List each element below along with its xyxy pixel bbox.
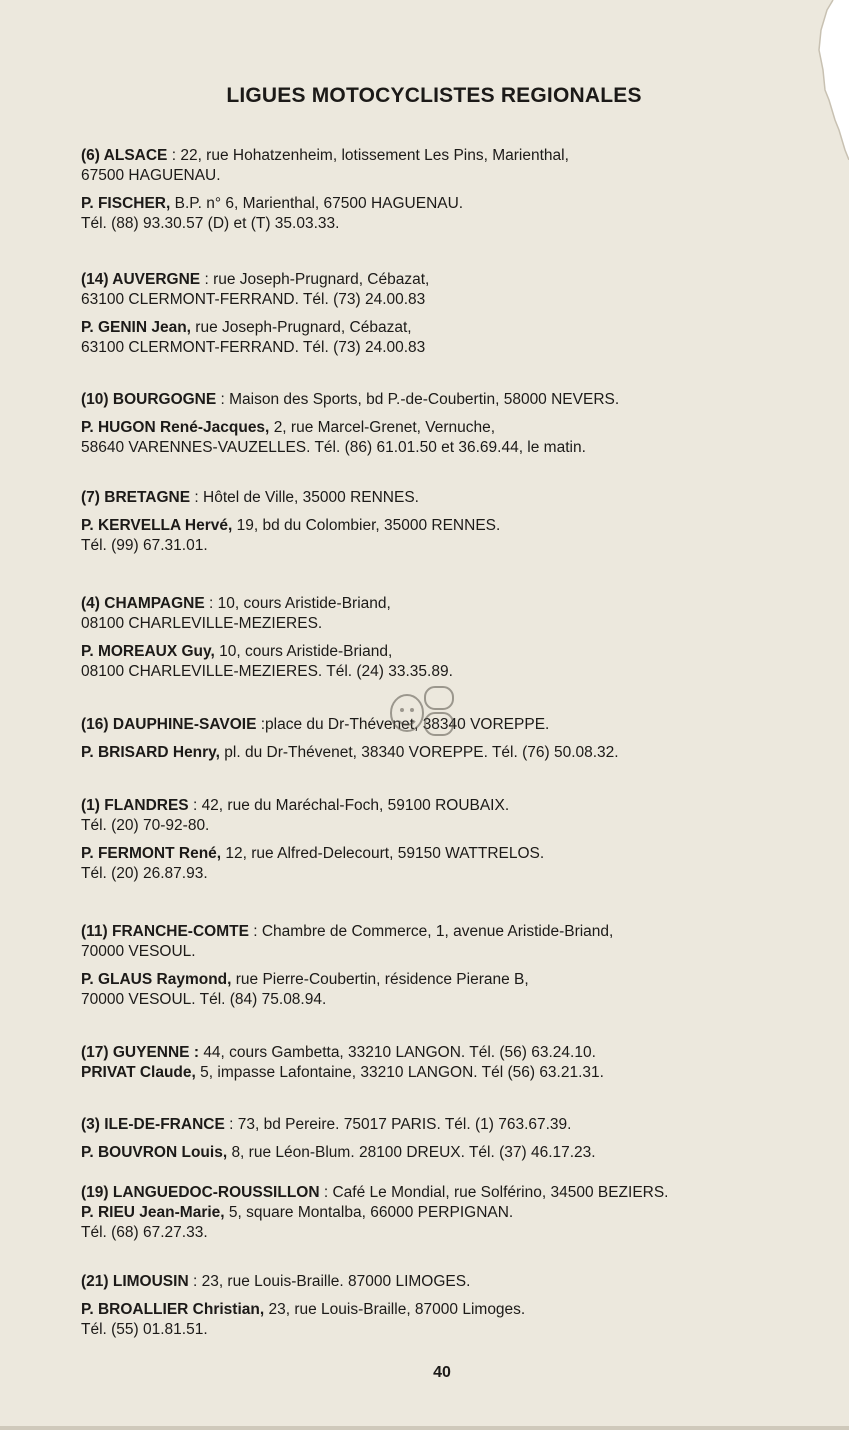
league-text: : rue Joseph-Prugnard, Cébazat,: [204, 271, 430, 288]
president-text: Tél. (88) 93.30.57 (D) et (T) 35.03.33.: [81, 215, 340, 232]
league-line: [81, 1115, 821, 1135]
league-address: [81, 488, 821, 508]
league-line: [81, 270, 821, 290]
president-line: [81, 1063, 821, 1083]
league-text: 44, cours Gambetta, 33210 LANGON. Tél. (56) 63.24.10.: [203, 1044, 596, 1061]
president-line: [81, 844, 821, 864]
president-text: Tél. (20) 26.87.93.: [81, 865, 208, 882]
president-text: 8, rue Léon-Blum. 28100 DREUX. Tél. (37) 46.17.23.: [231, 1144, 596, 1161]
president-text: 58640 VARENNES-VAUZELLES. Tél. (86) 61.01.50 et 36.69.44, le matin.: [81, 439, 586, 456]
president-line: [81, 662, 821, 682]
president-address: [81, 642, 821, 682]
president-text: pl. du Dr-Thévenet, 38340 VOREPPE. Tél. (76) 50.08.32.: [224, 744, 619, 761]
league-line: [81, 146, 821, 166]
league-line: [81, 816, 821, 836]
president-line: [81, 418, 821, 438]
torn-corner-icon: [789, 0, 849, 160]
league-line: [81, 594, 821, 614]
league-text: 08100 CHARLEVILLE-MEZIERES.: [81, 615, 323, 632]
president-text: Tél. (99) 67.31.01.: [81, 537, 208, 554]
president-heading: P. GENIN Jean,: [81, 319, 191, 336]
league-text: : 23, rue Louis-Braille. 87000 LIMOGES.: [192, 1273, 471, 1290]
league-text: 63100 CLERMONT-FERRAND. Tél. (73) 24.00.83: [81, 291, 426, 308]
president-heading: P. BOUVRON Louis,: [81, 1144, 228, 1161]
league-heading: (19) LANGUEDOC-ROUSSILLON: [81, 1184, 320, 1201]
league-heading: (1) FLANDRES: [81, 797, 189, 814]
president-address: [81, 970, 821, 1010]
league-heading: (14) AUVERGNE: [81, 271, 201, 288]
league-address: [81, 146, 821, 186]
president-line: [81, 516, 821, 536]
league-address: [81, 796, 821, 836]
president-line: [81, 970, 821, 990]
league-address: [81, 1183, 821, 1203]
league-line: [81, 1043, 821, 1063]
president-line: [81, 536, 821, 556]
league-text: Tél. (20) 70-92-80.: [81, 817, 210, 834]
league-line: [81, 614, 821, 634]
president-address: [81, 1300, 821, 1340]
president-heading: P. BRISARD Henry,: [81, 744, 220, 761]
president-text: B.P. n° 6, Marienthal, 67500 HAGUENAU.: [174, 195, 464, 212]
league-text: : 10, cours Aristide-Briand,: [209, 595, 391, 612]
president-text: Tél. (55) 01.81.51.: [81, 1321, 208, 1338]
league-heading: (3) ILE-DE-FRANCE: [81, 1116, 225, 1133]
president-address: [81, 1063, 821, 1083]
league-entry-alsace: [81, 146, 821, 234]
league-address: [81, 594, 821, 634]
league-entry-guyenne: [81, 1043, 821, 1083]
president-text: 23, rue Louis-Braille, 87000 Limoges.: [268, 1301, 526, 1318]
league-text: : Chambre de Commerce, 1, avenue Aristide-Briand,: [253, 923, 614, 940]
league-address: [81, 1115, 821, 1135]
league-entry-auvergne: [81, 270, 821, 358]
president-line: [81, 1203, 821, 1223]
president-address: [81, 844, 821, 884]
league-line: [81, 1183, 821, 1203]
president-line: [81, 338, 821, 358]
president-text: 2, rue Marcel-Grenet, Vernuche,: [273, 419, 496, 436]
league-line: [81, 390, 821, 410]
president-line: [81, 1300, 821, 1320]
president-heading: P. HUGON René-Jacques,: [81, 419, 270, 436]
president-heading: PRIVAT Claude,: [81, 1064, 196, 1081]
president-text: 63100 CLERMONT-FERRAND. Tél. (73) 24.00.83: [81, 339, 426, 356]
president-text: 5, square Montalba, 66000 PERPIGNAN.: [228, 1204, 514, 1221]
president-heading: P. KERVELLA Hervé,: [81, 517, 233, 534]
president-text: Tél. (68) 67.27.33.: [81, 1224, 208, 1241]
league-text: : 22, rue Hohatzenheim, lotissement Les Pins, Marienthal,: [171, 147, 569, 164]
president-address: [81, 318, 821, 358]
page-number: 40: [433, 1364, 451, 1381]
league-entry-champagne: [81, 594, 821, 682]
president-heading: P. GLAUS Raymond,: [81, 971, 232, 988]
league-entry-franche-comte: [81, 922, 821, 1010]
league-heading: (17) GUYENNE :: [81, 1044, 199, 1061]
league-heading: (21) LIMOUSIN: [81, 1273, 189, 1290]
league-text: 67500 HAGUENAU.: [81, 167, 221, 184]
president-heading: P. MOREAUX Guy,: [81, 643, 215, 660]
league-line: [81, 1272, 821, 1292]
league-line: [81, 166, 821, 186]
president-line: [81, 214, 821, 234]
president-line: [81, 1320, 821, 1340]
president-address: [81, 418, 821, 458]
president-text: rue Pierre-Coubertin, résidence Pierane B,: [235, 971, 529, 988]
league-text: : 73, bd Pereire. 75017 PARIS. Tél. (1) 763.67.39.: [229, 1116, 572, 1133]
league-entry-ile-de-france: [81, 1115, 821, 1163]
league-entry-bourgogne: [81, 390, 821, 458]
president-text: 5, impasse Lafontaine, 33210 LANGON. Tél (56) 63.21.31.: [200, 1064, 604, 1081]
league-entry-limousin: [81, 1272, 821, 1340]
league-text: : Hôtel de Ville, 35000 RENNES.: [194, 489, 419, 506]
president-address: [81, 516, 821, 556]
league-heading: (6) ALSACE: [81, 147, 168, 164]
scan-edge: [0, 1426, 849, 1430]
league-entry-flandres: [81, 796, 821, 884]
league-address: [81, 270, 821, 310]
president-heading: P. FERMONT René,: [81, 845, 222, 862]
league-address: [81, 922, 821, 962]
president-text: 10, cours Aristide-Briand,: [219, 643, 393, 660]
president-heading: P. BROALLIER Christian,: [81, 1301, 265, 1318]
president-address: [81, 1203, 821, 1243]
stamp-logo-icon: [385, 683, 457, 747]
league-text: :place du Dr-Thévenet, 38340 VOREPPE.: [260, 716, 550, 733]
league-heading: (16) DAUPHINE-SAVOIE: [81, 716, 257, 733]
league-text: 70000 VESOUL.: [81, 943, 196, 960]
league-heading: (11) FRANCHE-COMTE: [81, 923, 249, 940]
president-line: [81, 990, 821, 1010]
league-line: [81, 922, 821, 942]
president-address: [81, 194, 821, 234]
league-line: [81, 290, 821, 310]
president-line: [81, 864, 821, 884]
league-address: [81, 1043, 821, 1063]
league-line: [81, 942, 821, 962]
president-line: [81, 318, 821, 338]
president-text: rue Joseph-Prugnard, Cébazat,: [195, 319, 412, 336]
league-text: : Café Le Mondial, rue Solférino, 34500 BEZIERS.: [323, 1184, 669, 1201]
president-line: [81, 194, 821, 214]
league-text: : Maison des Sports, bd P.-de-Coubertin, 58000 NEVERS.: [220, 391, 620, 408]
league-address: [81, 1272, 821, 1292]
president-text: 12, rue Alfred-Delecourt, 59150 WATTRELOS.: [225, 845, 545, 862]
league-heading: (10) BOURGOGNE: [81, 391, 217, 408]
league-address: [81, 390, 821, 410]
president-heading: P. RIEU Jean-Marie,: [81, 1204, 225, 1221]
league-entry-bretagne: [81, 488, 821, 556]
president-line: [81, 1143, 821, 1163]
president-heading: P. FISCHER,: [81, 195, 171, 212]
league-line: [81, 796, 821, 816]
president-address: [81, 1143, 821, 1163]
league-text: : 42, rue du Maréchal-Foch, 59100 ROUBAIX.: [192, 797, 510, 814]
league-heading: (4) CHAMPAGNE: [81, 595, 205, 612]
president-line: [81, 1223, 821, 1243]
president-text: 19, bd du Colombier, 35000 RENNES.: [236, 517, 501, 534]
president-line: [81, 438, 821, 458]
president-line: [81, 642, 821, 662]
league-entry-languedoc-roussillon: [81, 1183, 821, 1243]
league-heading: (7) BRETAGNE: [81, 489, 191, 506]
president-text: 70000 VESOUL. Tél. (84) 75.08.94.: [81, 991, 327, 1008]
page-title: LIGUES MOTOCYCLISTES REGIONALES: [226, 84, 642, 107]
league-line: [81, 488, 821, 508]
president-text: 08100 CHARLEVILLE-MEZIERES. Tél. (24) 33.35.89.: [81, 663, 453, 680]
